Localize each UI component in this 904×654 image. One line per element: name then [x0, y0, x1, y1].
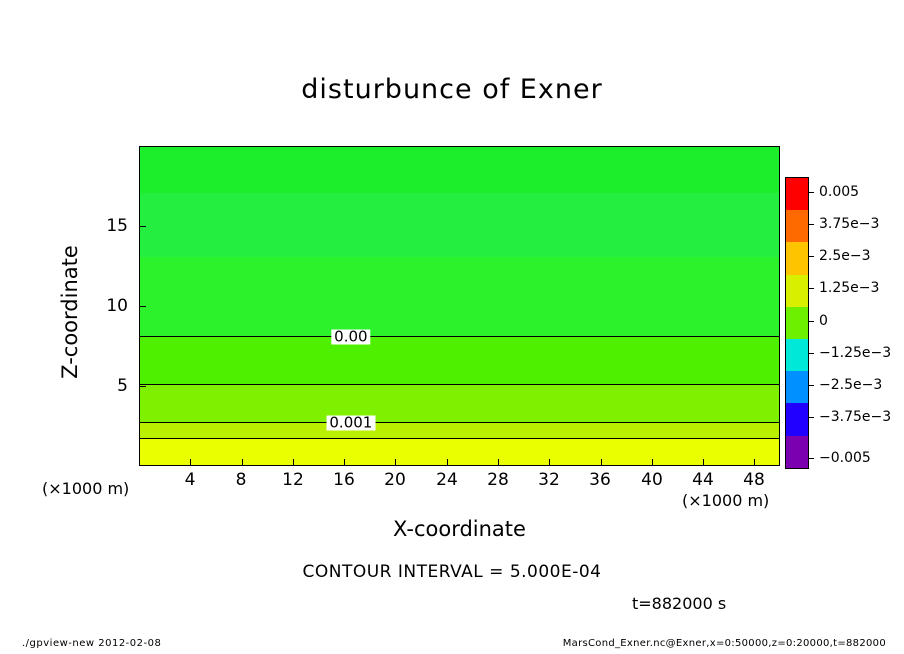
x-tick-label: 36: [589, 470, 611, 490]
y-tick-label: 10: [106, 296, 128, 316]
contour-label: 0.001: [326, 416, 375, 431]
x-unit-left: (×1000 m): [42, 479, 130, 498]
x-unit-right: (×1000 m): [682, 491, 770, 510]
field-band: [140, 257, 779, 337]
x-tick-label: 48: [743, 470, 765, 490]
colorbar-tick: [808, 385, 814, 386]
x-tick-label: 40: [641, 470, 663, 490]
colorbar-label: 1.25e−3: [819, 280, 880, 296]
colorbar-label: −2.5e−3: [819, 377, 883, 393]
x-tick-label: 20: [384, 470, 406, 490]
field-band: [140, 385, 779, 423]
field-band: [140, 337, 779, 385]
colorbar-tick: [808, 288, 814, 289]
colorbar-label: 2.5e−3: [819, 248, 871, 264]
time-label: t=882000 s: [632, 594, 727, 613]
field-band: [140, 193, 779, 257]
y-axis-label: Z-coordinate: [58, 245, 82, 379]
colorbar-tick: [808, 321, 814, 322]
colorbar-tick: [808, 417, 814, 418]
colorbar-segment: [786, 178, 808, 210]
colorbar-segment: [786, 371, 808, 403]
x-tick-label: 16: [333, 470, 355, 490]
field-band: [140, 423, 779, 439]
colorbar-segment: [786, 339, 808, 371]
x-tick-label: 28: [487, 470, 509, 490]
chart-title: disturbunce of Exner: [301, 74, 603, 105]
x-tick-label: 44: [692, 470, 714, 490]
footer-left: ./gpview-new 2012-02-08: [22, 638, 162, 649]
colorbar-segment: [786, 307, 808, 339]
colorbar-label: 3.75e−3: [819, 216, 880, 232]
colorbar-label: 0.005: [819, 184, 860, 200]
contour-interval-note: CONTOUR INTERVAL = 5.000E-04: [302, 562, 602, 582]
contour-line-0: [140, 336, 779, 337]
colorbar-label: −1.25e−3: [819, 345, 892, 361]
contour-label: 0.00: [331, 330, 370, 345]
field-band: [140, 439, 779, 465]
contour-line-0001: [140, 422, 779, 423]
colorbar-label: −0.005: [819, 450, 871, 466]
colorbar-tick: [808, 353, 814, 354]
contour-line-00015: [140, 438, 779, 439]
colorbar-segment: [786, 403, 808, 435]
colorbar-segment: [786, 242, 808, 274]
colorbar-segment: [786, 210, 808, 242]
plot-area: [139, 146, 780, 466]
colorbar-label: −3.75e−3: [819, 409, 892, 425]
y-tick-label: 15: [106, 216, 128, 236]
footer-right: MarsCond_Exner.nc@Exner,x=0:50000,z=0:20000,t=882000: [562, 638, 886, 649]
colorbar-tick: [808, 256, 814, 257]
x-tick-label: 8: [235, 470, 247, 490]
contour-line-00005: [140, 384, 779, 385]
y-tick-label: 5: [117, 376, 128, 396]
colorbar-label: 0: [819, 313, 828, 329]
colorbar: [785, 177, 892, 469]
colorbar-segment: [786, 436, 808, 468]
x-tick-label: 4: [184, 470, 196, 490]
colorbar-tick: [808, 192, 814, 193]
colorbar-tick: [808, 224, 814, 225]
colorbar-tick: [808, 458, 814, 459]
field-band: [140, 146, 779, 193]
x-tick-label: 24: [436, 470, 458, 490]
x-tick-label: 12: [282, 470, 304, 490]
colorbar-segment: [786, 275, 808, 307]
x-tick-label: 32: [538, 470, 560, 490]
x-axis-label: X-coordinate: [393, 517, 526, 541]
